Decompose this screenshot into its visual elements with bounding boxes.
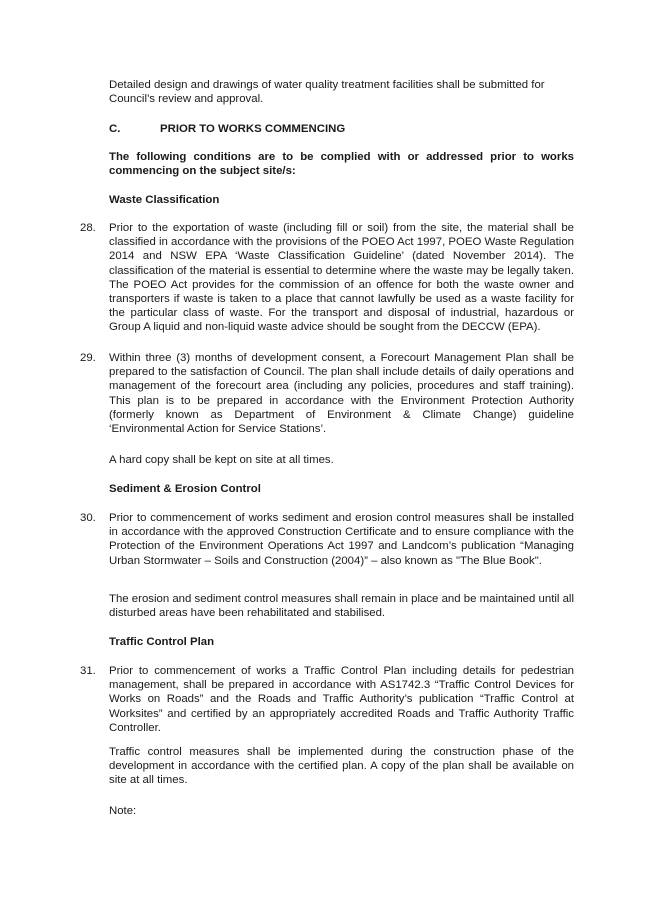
condition-28-number: 28. xyxy=(80,222,96,234)
section-lead: The following conditions are to be complied with or addressed prior to works commencing on the subject site/s: xyxy=(109,151,574,178)
intro-paragraph: Detailed design and drawings of water quality treatment facilities shall be submitted for Council’s review and approval. xyxy=(109,79,545,106)
condition-31-text: Prior to commencement of works a Traffic Control Plan including details for pedestrian management, shall be prepared in accordance with AS1742.3 “Traffic Control Devices for Works on Roads” and the Roads and Traffic Authority’s publication “Traffic Control at Worksites” and certified by an appropriately accredited Roads and Traffic Authority Traffic Controller. xyxy=(109,665,574,734)
condition-31-number: 31. xyxy=(80,665,96,677)
section-title: PRIOR TO WORKS COMMENCING xyxy=(160,123,346,135)
condition-28-text: Prior to the exportation of waste (including fill or soil) from the site, the material shall be classified in accordance with the provisions of the POEO Act 1997, POEO Waste Regulation 2014 and NSW EPA ‘Waste Classification Guideline’ (dated November 2014). The classification of the material is essential to determine where the waste may be legally taken. The POEO Act provides for the commission of an offence for both the waste owner and transporters if waste is taken to a place that cannot lawfully be used as a waste facility for the particular class of waste. For the transport and disposal of industrial, hazardous or Group A liquid and non-liquid waste advice should be sought from the DECCW (EPA). xyxy=(109,222,574,334)
condition-29-number: 29. xyxy=(80,352,96,364)
condition-29-followup: A hard copy shall be kept on site at all times. xyxy=(109,454,334,466)
condition-31-followup: Traffic control measures shall be implemented during the construction phase of the development in accordance with the certified plan. A copy of the plan shall be available on site at all times. xyxy=(109,746,574,787)
heading-sediment-erosion: Sediment & Erosion Control xyxy=(109,483,261,495)
condition-30-text: Prior to commencement of works sediment and erosion control measures shall be installed in accordance with the approved Construction Certificate and to ensure compliance with the Protection of the Environment Operations Act 1997 and Landcom’s publication “Managing Urban Stormwater – Soils and Construction (2004)” – also known as "The Blue Book". xyxy=(109,512,574,567)
heading-waste-classification: Waste Classification xyxy=(109,194,220,206)
condition-29-text: Within three (3) months of development consent, a Forecourt Management Plan shall be prepared to the satisfaction of Council. The plan shall include details of daily operations and management of the forecourt area (including any policies, procedures and staff training). This plan is to be prepared in accordance with the Environment Protection Authority (formerly known as Department of Environment & Climate Change) guideline ‘Environmental Action for Service Stations’. xyxy=(109,352,574,436)
condition-30-number: 30. xyxy=(80,512,96,524)
heading-traffic-control-plan: Traffic Control Plan xyxy=(109,636,215,648)
condition-31-note: Note: xyxy=(109,805,137,817)
section-letter: C. xyxy=(109,123,121,135)
condition-30-followup: The erosion and sediment control measures shall remain in place and be maintained until all disturbed areas have been rehabilitated and stabilised. xyxy=(109,593,574,620)
